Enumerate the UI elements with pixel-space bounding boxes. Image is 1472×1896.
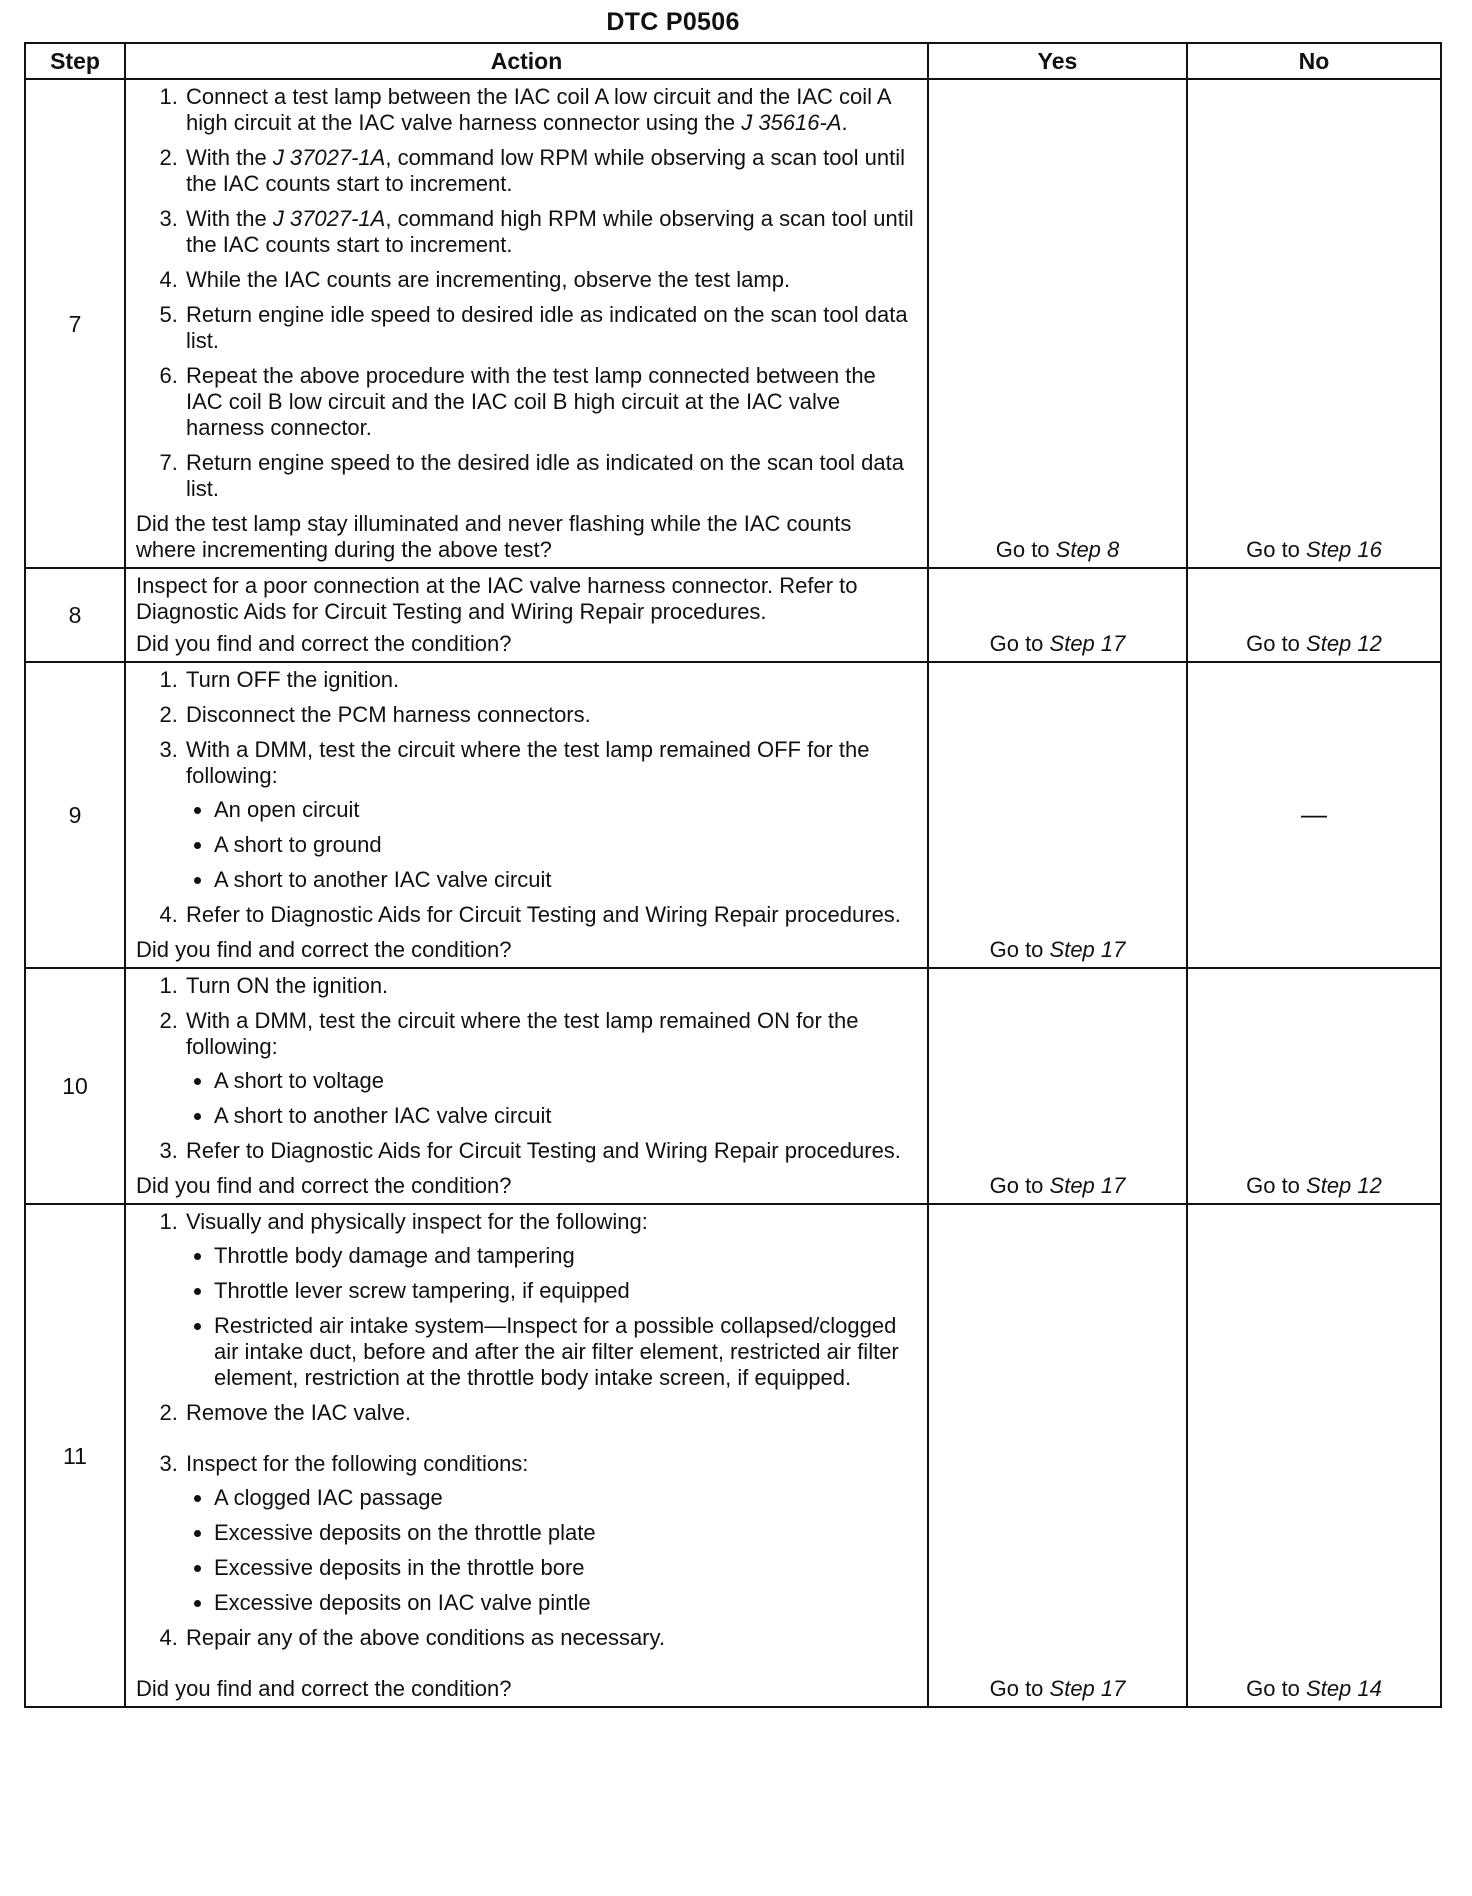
action-step <box>184 1451 915 1616</box>
tool-reference: J 35616-A <box>741 110 842 135</box>
action-step <box>184 1008 915 1129</box>
action-step <box>184 1400 915 1442</box>
no-goto-step: Step 12 <box>1306 1173 1382 1198</box>
yes-cell <box>928 79 1187 568</box>
action-step-text: Turn ON the ignition. <box>186 973 389 998</box>
diagnostic-table <box>24 42 1442 1708</box>
table-row <box>25 568 1441 662</box>
no-action-dash: — <box>1301 798 1327 829</box>
yes-goto-step: Step 17 <box>1049 1173 1126 1198</box>
goto-prefix: Go to <box>1246 1173 1307 1198</box>
action-step <box>184 902 915 928</box>
goto-prefix: Go to <box>989 1173 1050 1198</box>
bullet-item: • A short to voltage <box>214 1068 915 1094</box>
table-body <box>25 79 1441 1707</box>
step-number: 11 <box>25 1204 125 1707</box>
goto-prefix: Go to <box>1246 1676 1307 1701</box>
tool-reference: J 37027-1A <box>272 145 386 170</box>
no-goto-step: Step 14 <box>1306 1676 1382 1701</box>
action-step-text: Disconnect the PCM harness connectors. <box>186 702 591 727</box>
bullet-item: • An open circuit <box>214 797 915 823</box>
action-step-text: Remove the IAC valve. <box>186 1400 411 1425</box>
no-cell <box>1187 79 1441 568</box>
action-step-text: Repeat the above procedure with the test lamp connected between the IAC coil B low circuit and the IAC coil B high circuit at the IAC valve harness connector. <box>186 363 876 440</box>
table-row <box>25 1204 1441 1707</box>
diagnostic-question: Did you find and correct the condition? <box>136 937 512 962</box>
bullet-item: • Excessive deposits in the throttle bore <box>214 1555 915 1581</box>
bullet-item: • Excessive deposits on IAC valve pintle <box>214 1590 915 1616</box>
action-cell <box>125 662 928 968</box>
yes-goto-step: Step 8 <box>1055 537 1120 562</box>
action-cell <box>125 568 928 662</box>
action-intro: Inspect for a poor connection at the IAC valve harness connector. Refer to Diagnostic Aids for Circuit Testing and Wiring Repair procedures. <box>136 573 858 624</box>
action-step <box>184 667 915 693</box>
action-step-text: With a DMM, test the circuit where the test lamp remained OFF for the following: <box>186 737 870 788</box>
step-number: 8 <box>25 568 125 662</box>
action-step <box>184 450 915 502</box>
action-step-text: With a DMM, test the circuit where the test lamp remained ON for the following: <box>186 1008 859 1059</box>
diagnostic-question: Did you find and correct the condition? <box>136 1173 512 1198</box>
goto-prefix: Go to <box>995 537 1056 562</box>
action-step-list <box>136 1209 915 1667</box>
diagnostic-question: Did you find and correct the condition? <box>136 1676 512 1701</box>
action-step-text: Return engine speed to the desired idle as indicated on the scan tool data list. <box>186 450 904 501</box>
action-step-text: Visually and physically inspect for the following: <box>186 1209 648 1234</box>
yes-goto-step: Step 17 <box>1049 937 1126 962</box>
no-cell <box>1187 568 1441 662</box>
action-step-text: Inspect for the following conditions: <box>186 1451 529 1476</box>
bullet-item: • A short to another IAC valve circuit <box>214 1103 915 1129</box>
action-step-text: Connect a test lamp between the IAC coil A low circuit and the IAC coil A high circuit at the IAC valve harness connector using the <box>186 84 891 135</box>
yes-cell <box>928 968 1187 1204</box>
bullet-item: • A short to ground <box>214 832 915 858</box>
action-step <box>184 302 915 354</box>
action-step <box>184 973 915 999</box>
table-row <box>25 662 1441 968</box>
action-step-list <box>136 84 915 502</box>
no-cell <box>1187 662 1441 968</box>
no-cell <box>1187 1204 1441 1707</box>
action-step-list <box>136 667 915 928</box>
yes-goto-step: Step 17 <box>1049 1676 1126 1701</box>
header-step: Step <box>25 43 125 79</box>
diagnostic-question: Did you find and correct the condition? <box>136 631 512 656</box>
yes-goto-step: Step 17 <box>1049 631 1126 656</box>
goto-prefix: Go to <box>1246 631 1307 656</box>
bullet-list <box>186 1485 915 1616</box>
action-step-list <box>136 973 915 1164</box>
action-step <box>184 206 915 258</box>
action-step-text: Repair any of the above conditions as necessary. <box>186 1625 665 1650</box>
action-step-text: With the <box>186 206 273 231</box>
no-cell <box>1187 968 1441 1204</box>
goto-prefix: Go to <box>989 1676 1050 1701</box>
bullet-item: • Throttle lever screw tampering, if equipped <box>214 1278 915 1304</box>
action-step <box>184 1625 915 1667</box>
action-step <box>184 1209 915 1391</box>
header-yes: Yes <box>928 43 1187 79</box>
action-step <box>184 702 915 728</box>
spacer <box>186 1426 915 1442</box>
spacer <box>186 1651 915 1667</box>
yes-cell <box>928 568 1187 662</box>
no-goto-step: Step 12 <box>1306 631 1382 656</box>
diagnostic-question: Did the test lamp stay illuminated and never flashing while the IAC counts where incrementing during the above test? <box>136 511 852 562</box>
action-step <box>184 363 915 441</box>
action-step-text: Refer to Diagnostic Aids for Circuit Testing and Wiring Repair procedures. <box>186 1138 901 1163</box>
step-number: 9 <box>25 662 125 968</box>
bullet-item: • Restricted air intake system—Inspect for a possible collapsed/clogged air intake duct, before and after the air filter element, restricted air filter element, restriction at the throttle body intake screen, if equipped. <box>214 1313 915 1391</box>
step-number: 7 <box>25 79 125 568</box>
table-header-row <box>25 43 1441 79</box>
action-step <box>184 84 915 136</box>
bullet-item: • Throttle body damage and tampering <box>214 1243 915 1269</box>
bullet-item: • Excessive deposits on the throttle plate <box>214 1520 915 1546</box>
action-step-text: Turn OFF the ignition. <box>186 667 400 692</box>
table-row <box>25 79 1441 568</box>
action-step-text: , command low RPM while observing a scan tool until the IAC counts start to increment. <box>186 145 906 196</box>
step-number: 10 <box>25 968 125 1204</box>
table-row <box>25 968 1441 1204</box>
action-step-text: , command high RPM while observing a scan tool until the IAC counts start to increment. <box>186 206 914 257</box>
action-step <box>184 267 915 293</box>
goto-prefix: Go to <box>1246 537 1307 562</box>
bullet-list <box>186 797 915 893</box>
yes-cell <box>928 662 1187 968</box>
bullet-list <box>186 1068 915 1129</box>
bullet-list <box>186 1243 915 1391</box>
action-step <box>184 1138 915 1164</box>
no-goto-step: Step 16 <box>1306 537 1382 562</box>
goto-prefix: Go to <box>989 937 1050 962</box>
action-step-text: Return engine idle speed to desired idle as indicated on the scan tool data list. <box>186 302 908 353</box>
action-step <box>184 145 915 197</box>
action-step-text: While the IAC counts are incrementing, observe the test lamp. <box>186 267 791 292</box>
action-step <box>184 737 915 893</box>
action-step-text: . <box>841 110 848 135</box>
action-cell <box>125 1204 928 1707</box>
yes-cell <box>928 1204 1187 1707</box>
tool-reference: J 37027-1A <box>272 206 386 231</box>
action-cell <box>125 79 928 568</box>
action-step-text: Refer to Diagnostic Aids for Circuit Testing and Wiring Repair procedures. <box>186 902 901 927</box>
header-no: No <box>1187 43 1441 79</box>
document-title: DTC P0506 <box>606 8 740 36</box>
action-step-text: With the <box>186 145 273 170</box>
goto-prefix: Go to <box>989 631 1050 656</box>
bullet-item: • A clogged IAC passage <box>214 1485 915 1511</box>
bullet-item: • A short to another IAC valve circuit <box>214 867 915 893</box>
header-action: Action <box>125 43 928 79</box>
action-cell <box>125 968 928 1204</box>
